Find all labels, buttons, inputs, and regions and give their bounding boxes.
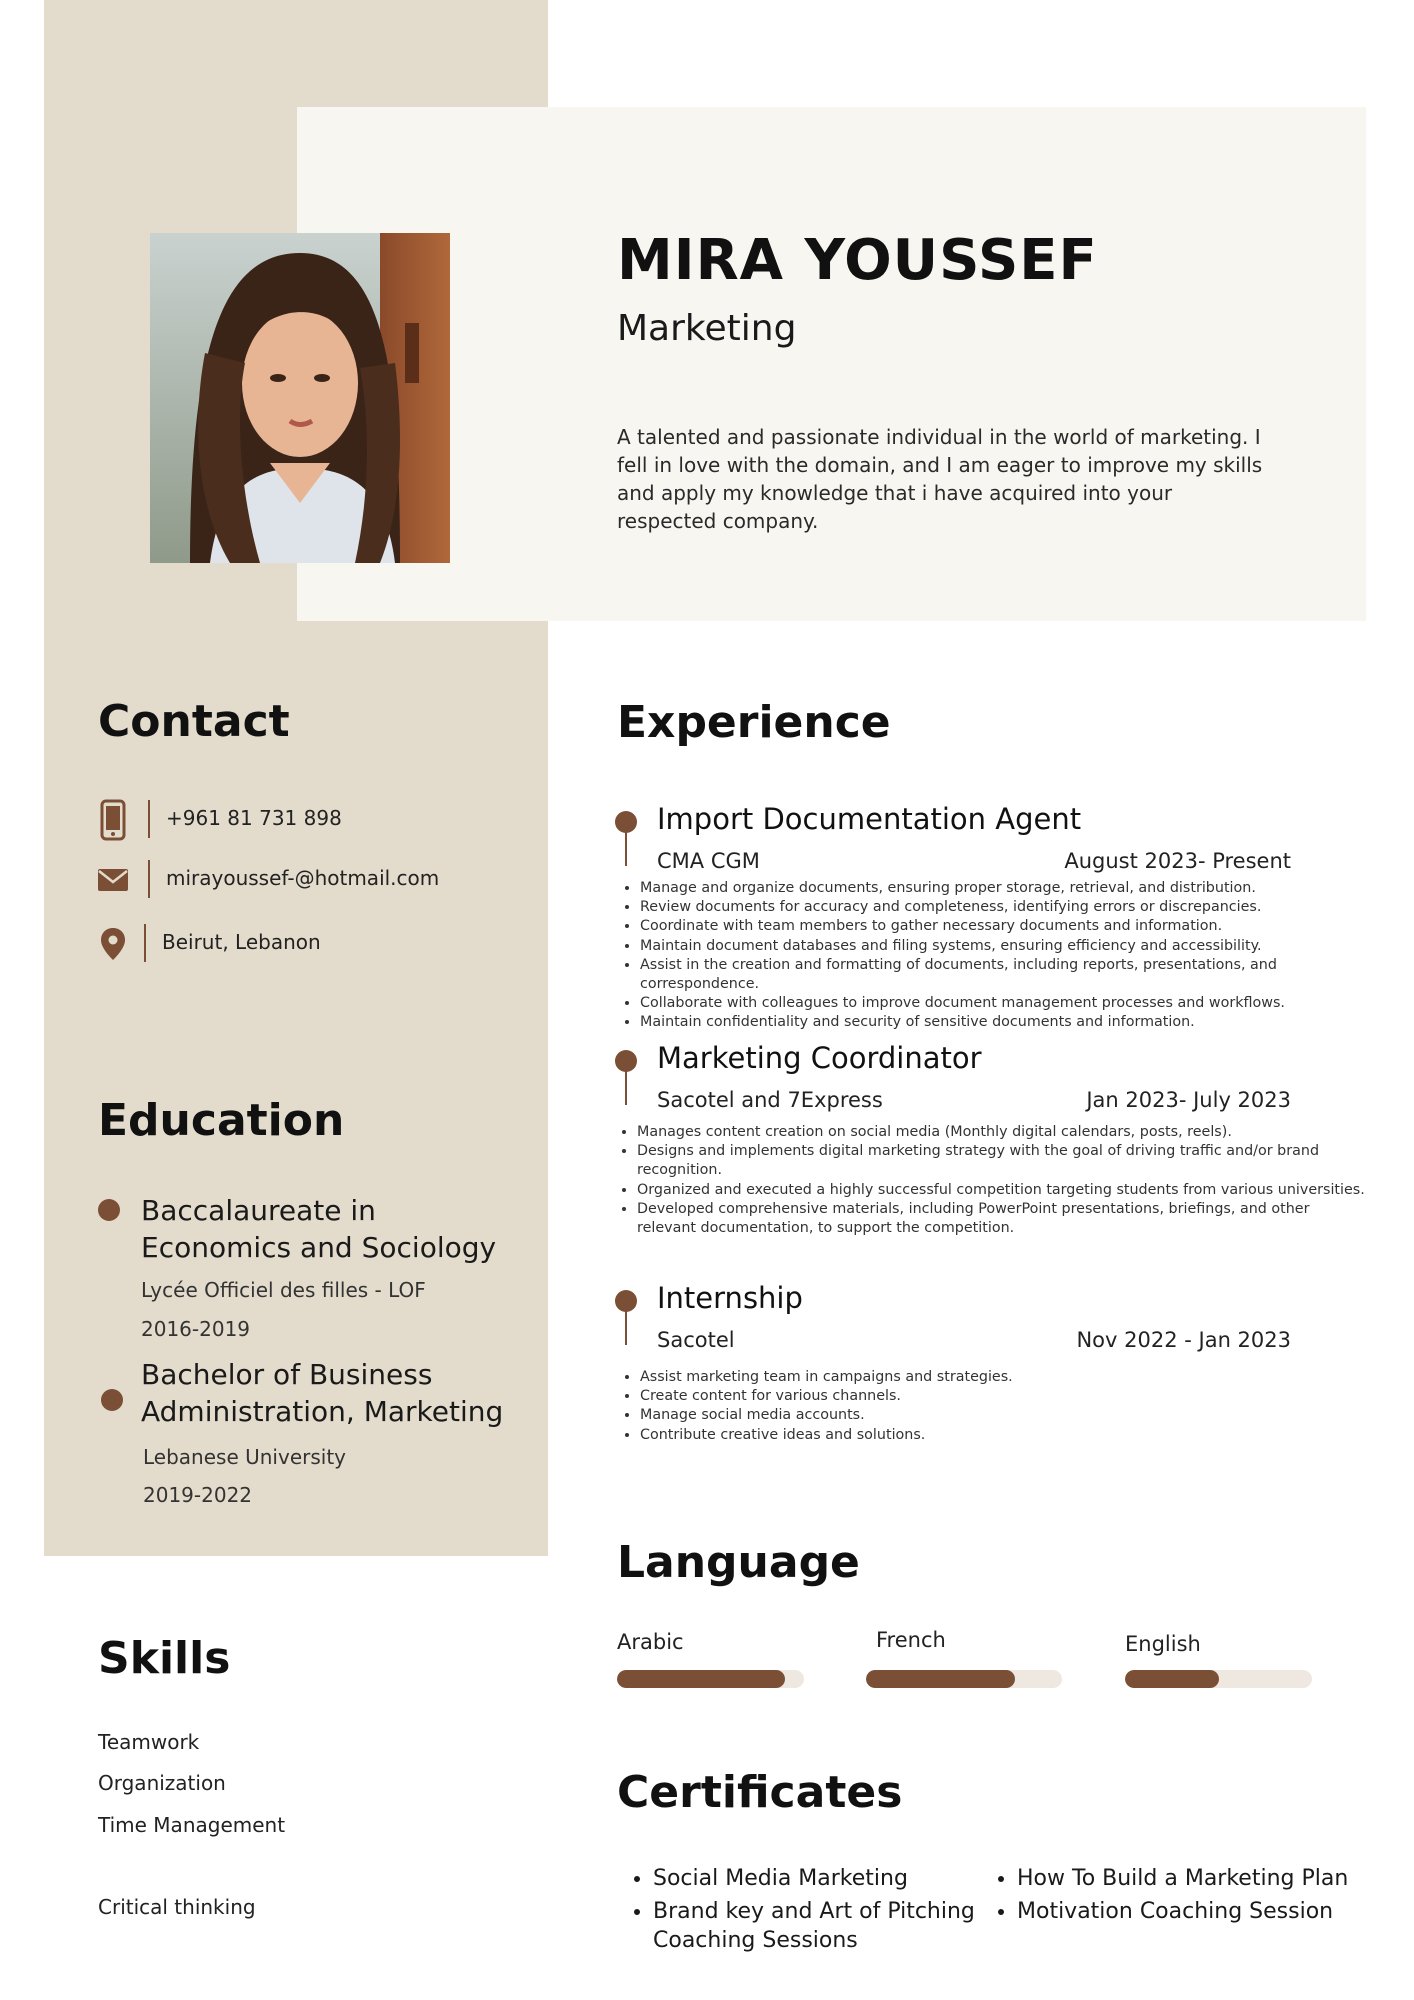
- certificates-heading: Certificates: [617, 1767, 903, 1818]
- responsibility-item: • Assist marketing team in campaigns and strategies.: [640, 1368, 1340, 1387]
- timeline-line: [625, 1309, 627, 1345]
- responsibility-item: • Coordinate with team members to gather necessary documents and information.: [640, 917, 1360, 936]
- job-title: Marketing Coordinator: [657, 1041, 982, 1075]
- timeline-line: [625, 830, 627, 866]
- job-dates: Jan 2023- July 2023: [1086, 1088, 1291, 1112]
- responsibility-item: • Manage and organize documents, ensuring proper storage, retrieval, and distribution.: [640, 879, 1360, 898]
- header-panel: [297, 107, 1366, 621]
- profile-photo: [150, 233, 450, 563]
- location-pin-icon: [98, 922, 128, 966]
- job-responsibilities: [620, 1368, 1340, 1445]
- profile-summary: A talented and passionate individual in the world of marketing. I fell in love with the domain, and I am eager to improve my skills and apply my knowledge that i have acquired into your respected company.: [617, 425, 1263, 533]
- job-company: CMA CGM: [657, 849, 760, 873]
- skill-item: Organization: [98, 1771, 226, 1795]
- contact-separator: [148, 860, 150, 898]
- location-text: Beirut, Lebanon: [162, 930, 321, 954]
- contact-separator: [148, 800, 150, 838]
- skill-item: Time Management: [98, 1813, 286, 1837]
- degree-line: Bachelor of Business: [141, 1358, 433, 1391]
- education-degree: [141, 1356, 503, 1430]
- responsibility-item: • Maintain document databases and filing systems, ensuring efficiency and accessibility.: [640, 937, 1360, 956]
- degree-line: Economics and Sociology: [141, 1231, 497, 1264]
- contact-heading: Contact: [98, 696, 290, 747]
- education-school: Lebanese University: [143, 1445, 346, 1469]
- responsibility-item: • Collaborate with colleagues to improve document management processes and workflows.: [640, 994, 1360, 1013]
- skills-heading: Skills: [98, 1633, 231, 1684]
- phone-icon: [98, 798, 128, 842]
- responsibility-item: • Review documents for accuracy and completeness, identifying errors or discrepancies.: [640, 898, 1360, 917]
- contact-separator: [144, 924, 146, 962]
- responsibility-item: • Contribute creative ideas and solutions.: [640, 1426, 1340, 1445]
- language-name: French: [876, 1628, 946, 1652]
- certificate-item: • How To Build a Marketing Plan: [1017, 1864, 1397, 1893]
- responsibility-item: • Organized and executed a highly successful competition targeting students from various universities.: [637, 1181, 1372, 1200]
- contact-location: [98, 922, 538, 966]
- education-bullet: [98, 1199, 120, 1221]
- language-level-bar: [617, 1670, 804, 1688]
- education-heading: Education: [98, 1095, 345, 1146]
- responsibility-item: • Create content for various channels.: [640, 1387, 1340, 1406]
- contact-email: [98, 858, 538, 902]
- timeline-line: [625, 1069, 627, 1105]
- job-title: Import Documentation Agent: [657, 802, 1082, 836]
- degree-line: Baccalaureate in: [141, 1194, 376, 1227]
- responsibility-item: • Manages content creation on social media (Monthly digital calendars, posts, reels).: [637, 1123, 1372, 1142]
- certificates-column-1: [623, 1864, 993, 1959]
- job-title: Internship: [657, 1281, 803, 1315]
- language-level-bar: [866, 1670, 1062, 1688]
- mail-icon: [98, 858, 128, 902]
- job-dates: August 2023- Present: [1064, 849, 1291, 873]
- education-years: 2016-2019: [141, 1317, 251, 1341]
- education-years: 2019-2022: [143, 1483, 253, 1507]
- certificate-item: • Brand key and Art of Pitching Coaching Sessions: [653, 1897, 993, 1955]
- job-responsibilities: [620, 879, 1360, 1033]
- job-company: Sacotel: [657, 1328, 735, 1352]
- language-level-fill: [1125, 1670, 1219, 1688]
- job-responsibilities: [617, 1123, 1372, 1238]
- certificate-item: • Motivation Coaching Session: [1017, 1897, 1397, 1926]
- skill-item: Critical thinking: [98, 1895, 256, 1919]
- job-company: Sacotel and 7Express: [657, 1088, 883, 1112]
- language-name: Arabic: [617, 1630, 684, 1654]
- language-level-bar: [1125, 1670, 1312, 1688]
- candidate-name: MIRA YOUSSEF: [617, 228, 1098, 293]
- certificate-item: • Social Media Marketing: [653, 1864, 993, 1893]
- language-level-fill: [866, 1670, 1015, 1688]
- responsibility-item: • Maintain confidentiality and security of sensitive documents and information.: [640, 1013, 1360, 1032]
- education-degree: [141, 1192, 496, 1266]
- responsibility-item: • Developed comprehensive materials, including PowerPoint presentations, briefings, and other relevant documentation, to support the competition.: [637, 1200, 1372, 1238]
- language-heading: Language: [617, 1537, 860, 1588]
- education-school: Lycée Officiel des filles - LOF: [141, 1278, 426, 1302]
- degree-line: Administration, Marketing: [141, 1395, 504, 1428]
- skill-item: Teamwork: [98, 1730, 200, 1754]
- language-level-fill: [617, 1670, 785, 1688]
- candidate-role: Marketing: [617, 308, 797, 349]
- phone-number: +961 81 731 898: [166, 806, 342, 830]
- responsibility-item: • Manage social media accounts.: [640, 1406, 1340, 1425]
- responsibility-item: • Assist in the creation and formatting of documents, including reports, presentations, and correspondence.: [640, 956, 1360, 994]
- certificates-column-2: [987, 1864, 1397, 1930]
- education-bullet: [101, 1389, 123, 1411]
- language-name: English: [1125, 1632, 1201, 1656]
- responsibility-item: • Designs and implements digital marketing strategy with the goal of driving traffic and/or brand recognition.: [637, 1142, 1372, 1180]
- experience-heading: Experience: [617, 697, 891, 748]
- contact-phone: [98, 798, 538, 842]
- email-address: mirayoussef-@hotmail.com: [166, 866, 440, 890]
- job-dates: Nov 2022 - Jan 2023: [1076, 1328, 1291, 1352]
